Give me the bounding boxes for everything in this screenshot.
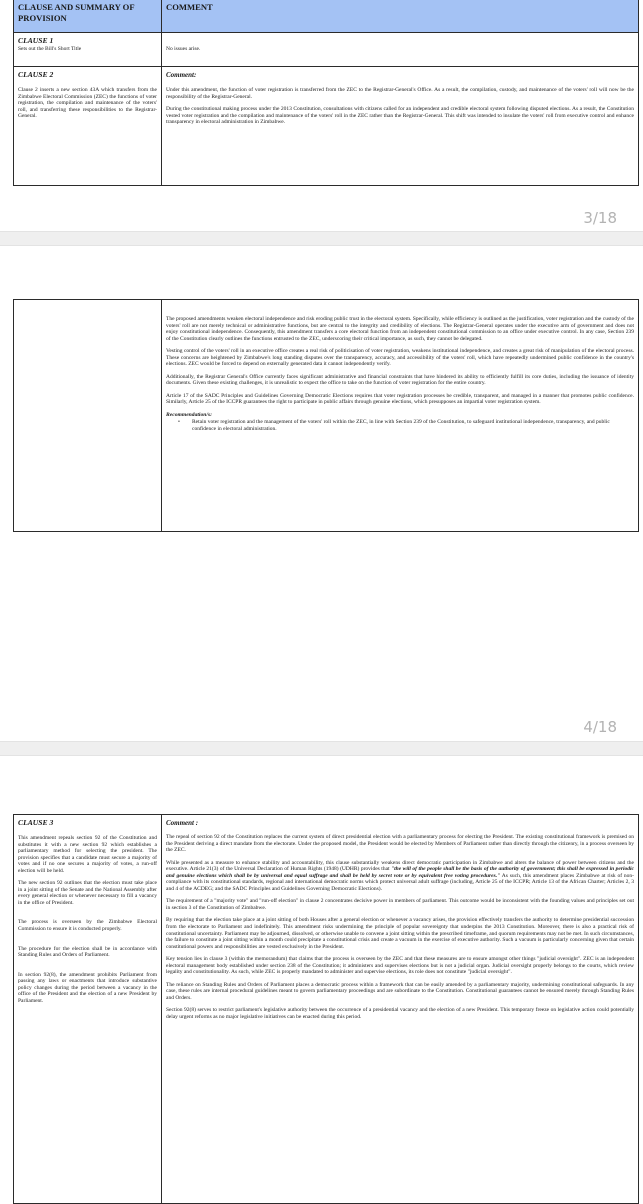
clause-3-comment-cell <box>162 815 638 1203</box>
clause-3-title: CLAUSE 3 <box>18 818 54 827</box>
clause-3-comment-paragraph: The requirement of a "majority vote" and "run-off election" in clause 2 concentrates decisive power in members of parliament. This outcome would be inconsistent with the founding values and principles set out in section 3 of the Constitution of Zimbabwe. <box>166 898 634 911</box>
clause-3-summary-paragraph: The process is overseen by the Zimbabwe Electoral Commission to ensure it is conducted properly. <box>18 919 157 933</box>
clause-1-title: CLAUSE 1 <box>18 36 54 45</box>
clause-2-comment-paragraph: Additionally, the Registrar General's Office currently faces significant administrative and financial constraints that have hindered its ability to efficiently fulfill its core duties, including the issuance of identity documents. Given these existing challenges, it is unrealistic to expect the office to take on the function of voter registration for the entire country. <box>166 373 634 387</box>
table-row-clause-1 <box>14 32 638 66</box>
udhr-quote: "the will of the people shall be the basis of the authority of government; this shall be expressed in periodic and genuine elections which shall be by universal and equal suffrage and shall be held by secret vote or by equivalent free voting procedures." <box>166 866 634 879</box>
table-header-row <box>14 0 638 32</box>
clause-3-comment-label: Comment : <box>166 819 199 827</box>
recommendation-item <box>166 419 634 432</box>
clause-2-summary: Clause 2 inserts a new section 43A which transfers from the Zimbabwe Electoral Commission (ZEC) the functions of voter registration, the compilation and maintenance of the voters' roll, and transferring these responsibilities to the Registrar-General. <box>18 87 157 120</box>
clause-1-summary: Sets out the Bill's Short Title <box>18 46 82 52</box>
clause-2-continued-empty-cell <box>14 300 162 531</box>
clause-3-comment-paragraph <box>166 860 634 893</box>
clause-3-summary-paragraph: This amendment repeals section 92 of the Constitution and substitutes it with a new section 92 which establishes a parliamentary method for selecting the president. The provision specifies that a candidate must secure a majority of votes and if no one secures a majority of votes, a run-off election will be held. <box>18 835 157 874</box>
document-page-5 <box>0 756 643 1199</box>
clause-3-summary-paragraph: In section 92(8), the amendment prohibits Parliament from passing any laws or enactments that introduce substantive policy changes during the period between a vacancy in the office of the President and the election of a new President by Parliament. <box>18 971 157 1004</box>
clause-2-continued-comment-cell <box>162 300 638 531</box>
clause-table <box>13 0 639 186</box>
clause-2-comment-paragraph: During the constitutional making process under the 2013 Constitution, consultations with citizens called for an independent and credible electoral system following disputed elections. As a result, the Constitution vested voter registration and the compilation and maintenance of the voters' roll in the ZEC rather than the Registrar-General. This shift was intended to insulate the voters' roll from executive control and enhance transparency in electoral administration in Zimbabwe. <box>166 106 634 126</box>
clause-3-comment-paragraph: Section 92(8) serves to restrict parliament's legislative authority between the occurrence of a presidential vacancy and the election of a new President. This temporary freeze on legislative action could potentially delay urgent reforms as no major legislative initiatives can be enacted during this period. <box>166 1007 634 1021</box>
header-cell-comment <box>162 0 638 32</box>
table-row-clause-2 <box>14 66 638 185</box>
clause-2-comment-label: Comment: <box>166 71 197 79</box>
clause-2-comment-paragraph: Vesting control of the voters' roll in an executive office creates a real risk of politicisation of voter registration, weakens institutional independence, and creates a great risk of manipulation of the electoral process. These concerns are heightened by Zimbabwe's long standing disputes over the transparency, accuracy, and accessibility of the voters' roll, which have repeatedly undermined public confidence in the country's elections. ZEC would be forced to depend on externally generated data it cannot independently verify. <box>166 348 634 368</box>
clause-2-comment-paragraph: Article 17 of the SADC Principles and Guidelines Governing Democratic Elections requires that voter registration processes be credible, transparent, and managed in a manner that promotes public confidence. Similarly, Article 25 of the ICCPR guarantees the right to participate in public affairs through genuine elections, which presupposes an impartial voter registration system. <box>166 392 634 406</box>
clause-3-comment-paragraph: By requiring that the election take place at a joint sitting of both Houses after a general election or whenever a vacancy arises, the provision effectively transfers the authority to determine presidential succession from the electorate to Parliament and indefinitely. This amendment risks undermining the principle of popular sovereignty that underpins the 2013 Constitution. Moreover, there is also a practical risk of constitutional uncertainty. Parliament may be adjourned, dissolved, or otherwise unable to convene a joint sitting within the prescribed timeframe, and quorum requirements may not be met. In such circumstances, the failure to constitute a joint sitting within a month could precipitate a constitutional crisis and create a vacuum in the exercise of executive authority. Such a vacuum is particularly concerning given that certain constitutional powers and responsibilities are vested exclusively in the President. <box>166 917 634 950</box>
clause-2-comment-cell <box>162 67 638 185</box>
recommendation-text: Retain voter registration and the management of the voters' roll within the ZEC, in line with Section 239 of the Constitution, to safeguard institutional independence, transparency, and public confidence in electoral administration. <box>192 419 610 432</box>
table-row-clause-3 <box>14 815 638 1203</box>
clause-2-comment-paragraph: The proposed amendments weaken electoral independence and risk eroding public trust in the electoral system. Specifically, while efficiency is outlined as the justification, voter registration and the custody of the voters' roll are not merely technical or administrative functions, but are central to the integrity and credibility of elections. The Registrar-General operates under the executive arm of government and does not enjoy constitutional independence. Consequently, this amendment transfers a core electoral function from an independent constitutional commission to an office under executive control. In any case, Section 239 of the Constitution clearly outlines the functions entrusted to the ZEC, underscoring their critical importance, as such, they cannot be delegated. <box>166 316 634 342</box>
clause-2-cell <box>14 67 162 185</box>
clause-table-continued <box>13 299 639 532</box>
clause-table <box>13 814 639 1204</box>
page-number-indicator: 3/18 <box>583 209 617 227</box>
document-page-3 <box>0 0 643 250</box>
clause-1-comment: No issues arise. <box>166 46 201 52</box>
clause-3-comment-paragraph: The reliance on Standing Rules and Orders of Parliament places a democratic process within a framework that can be easily amended by a parliamentary majority, undermining constitutional safeguards. In any case, these rules are internal procedural guidelines meant to govern parliamentary proceedings and are subordinate to the Constitution. Constitutional guarantees cannot be ensured merely through Standing Rules and Orders. <box>166 981 634 1001</box>
header-cell-clause <box>14 0 162 32</box>
clause-3-summary-paragraph: The procedure for the election shall be in accordance with Standing Rules and Orders of Parliament. <box>18 945 157 959</box>
clause-1-comment-cell <box>162 33 638 66</box>
comment-text: As such, this amendment places Zimbabwe at risk of non-compliance with its constitutional standards, regional and international democratic norms which protect universal adult suffrage (including, Article 25 of the ICCPR; Article 13 of the African Charter; Articles 2, 3 and 4 of the ACDEG; and the SADC Principles and Guidelines Governing Democratic Elections). <box>166 872 635 892</box>
comment-text: While presented as a measure to enhance stability and accountability, this clause substantially weakens direct democratic participation in Zimbabwe and alters the balance of power between citizens and the executive. Article 21(3) of the Universal Declaration of Human Rights (1948) (UDHR) provides that <box>166 859 634 873</box>
page-separator <box>0 231 643 246</box>
clause-3-comment-paragraph: Key tension lies in clause 3 (within the memorandum) that claims that the process is overseen by the ZEC and that these measures are to ensure amongst other things "judicial oversight". ZEC is an independent electoral management body established under section 238 of the Constitution; it administers and supervises elections but is not a judicial organ. Judicial oversight properly belongs to the courts, which review legality and constitutionality. As such, while ZEC is properly mandated to administer and supervise elections, its role does not constitute "judicial oversight". <box>166 956 634 976</box>
clause-2-comment-paragraph: Under this amendment, the function of voter registration is transferred from the ZEC to the Registrar-General's Office. As a result, the compilation, custody, and maintenance of the voters' roll will now be the responsibility of the Registrar-General. <box>166 87 634 100</box>
recommendations-label: Recommendation/s: <box>166 412 212 419</box>
clause-3-cell <box>14 815 162 1203</box>
header-clause-label: CLAUSE AND SUMMARY OF PROVISION <box>18 2 135 23</box>
header-comment-label: COMMENT <box>166 2 213 12</box>
page-number-indicator: 4/18 <box>583 718 617 736</box>
clause-3-summary-paragraph: The new section 92 outlines that the election must take place in a joint sitting of the Senate and the National Assembly after every general election or whenever necessary to fill a vacancy in the office of President. <box>18 880 157 906</box>
clause-3-comment-paragraph: The repeal of section 92 of the Constitution replaces the current system of direct presidential election with a parliamentary process for electing the President. The existing constitutional framework is premised on the President deriving a direct mandate from the electorate. Under the proposed model, the President would be elected by Members of Parliament rather than directly through the citizenry, in a process overseen by the ZEC. <box>166 834 634 854</box>
page-separator <box>0 741 643 756</box>
table-row-clause-2-continued <box>14 300 638 531</box>
document-page-4 <box>0 246 643 746</box>
clause-2-title: CLAUSE 2 <box>18 70 54 79</box>
bullet-icon: • <box>178 419 180 426</box>
clause-1-cell <box>14 33 162 66</box>
